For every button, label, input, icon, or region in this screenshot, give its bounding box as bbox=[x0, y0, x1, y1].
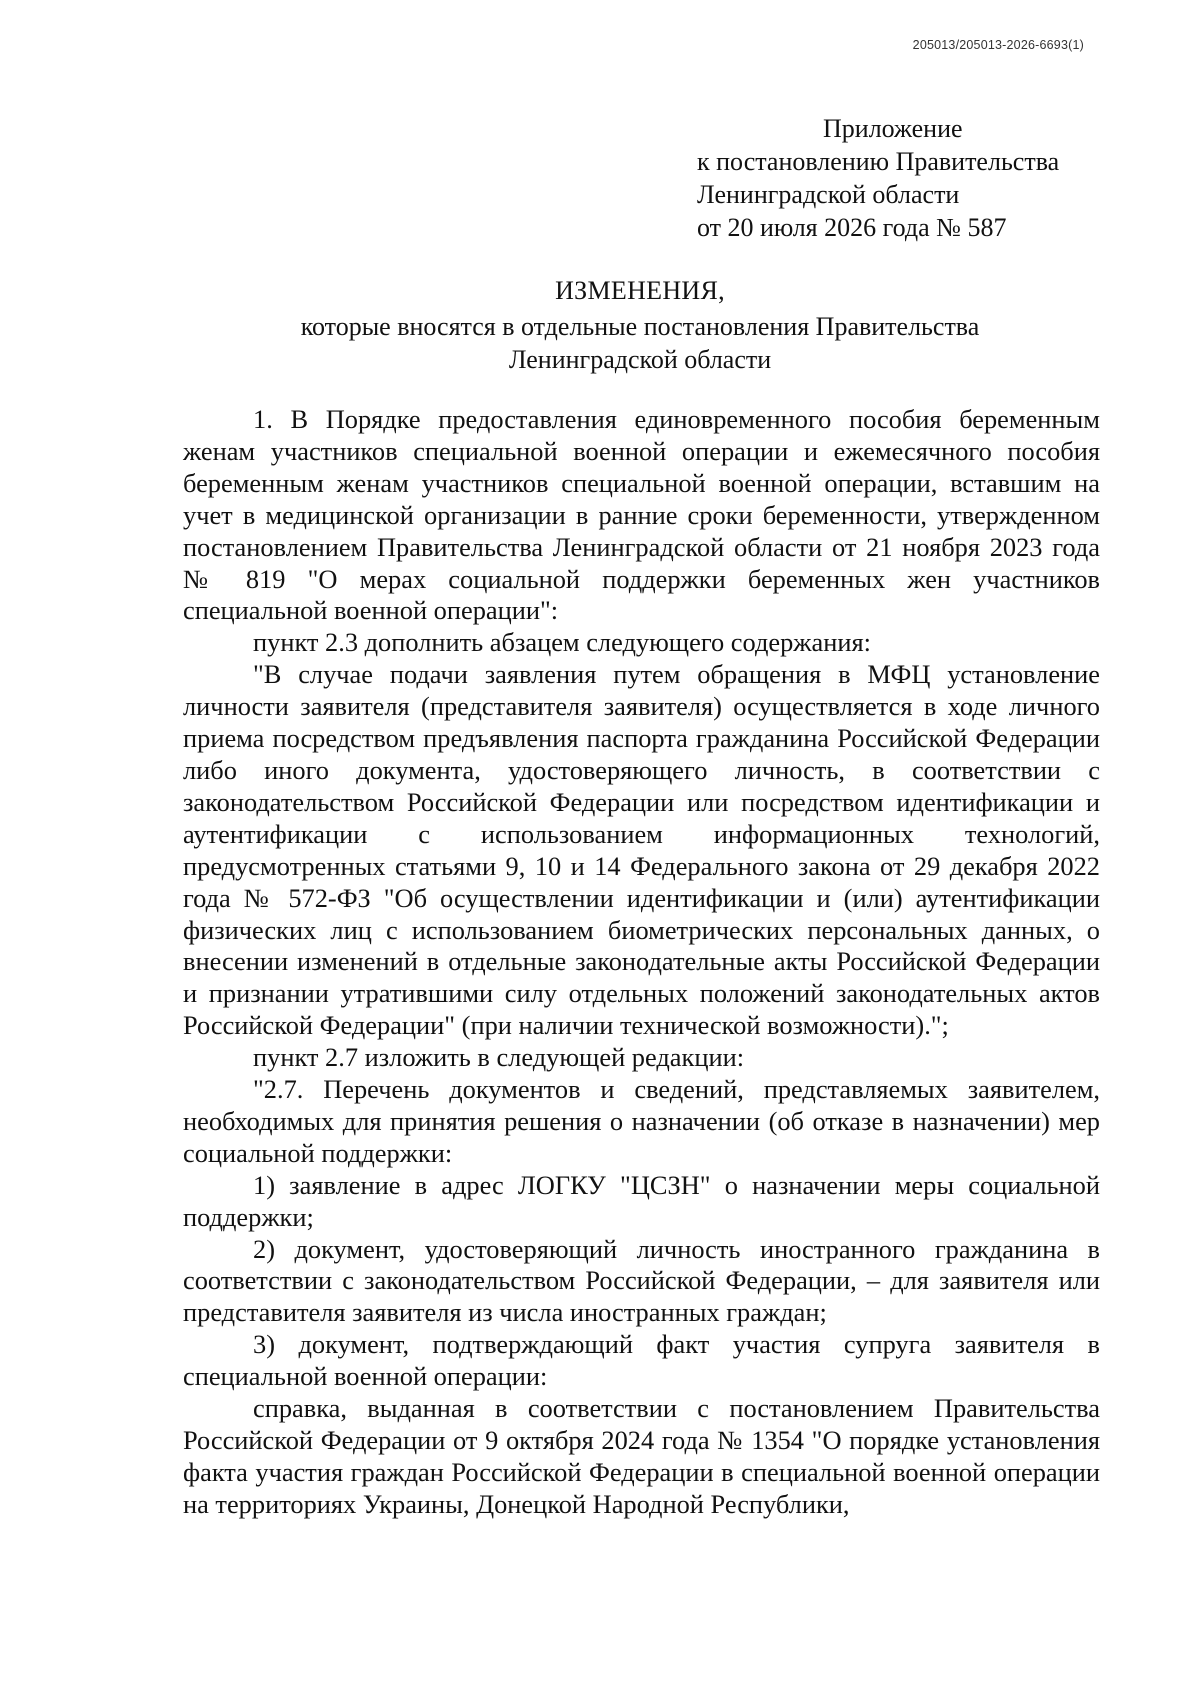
paragraph-item-1: 1. В Порядке предоставления единовременного пособия беременным женам участников специальной военной операции и ежемесячного пособия беременным женам участников специальной военной операции, вставшим на учет в медицинской организации в ранние сроки беременности, утвержденном постановлением Правительства Ленинградской области от 21 ноября 2023 года № 819 "О мерах социальной поддержки беременных жен участников специальной военной операции": bbox=[183, 404, 1100, 626]
appendix-title: Приложение bbox=[823, 114, 963, 143]
appendix-line: к постановлению Правительства bbox=[697, 147, 1060, 176]
document-body bbox=[183, 404, 1100, 1521]
heading-title: ИЗМЕНЕНИЯ, bbox=[555, 276, 725, 305]
list-item-3: 3) документ, подтверждающий факт участия супруга заявителя в специальной военной операции: bbox=[183, 1329, 1100, 1392]
paragraph-clause-2-7: пункт 2.7 изложить в следующей редакции: bbox=[253, 1042, 745, 1073]
paragraph-quoted-2-7: "2.7. Перечень документов и сведений, представляемых заявителем, необходимых для принятия решения о назначении (об отказе в назначении) мер социальной поддержки: bbox=[183, 1074, 1100, 1168]
list-item-2: 2) документ, удостоверяющий личность иностранного гражданина в соответствии с законодательством Российской Федерации, – для заявителя или представителя заявителя из числа иностранных граждан; bbox=[183, 1233, 1100, 1328]
paragraph-quoted-text: "В случае подачи заявления путем обращения в МФЦ установление личности заявителя (представителя заявителя) осуществляется в ходе личного приема посредством предъявления паспорта гражданина Российской Федерации либо иного документа, удостоверяющего личность, в соответствии с законодательством Российской Федерации или посредством идентификации и аутентификации с использованием информационных технологий, предусмотренных статьями 9, 10 и 14 Федерального закона от 29 декабря 2022 года № 572-ФЗ "Об осуществлении идентификации и (или) аутентификации физических лиц с использованием биометрических персональных данных, о внесении изменений в отдельные законодательные акты Российской Федерации и признании утратившими силу отдельных положений законодательных актов Российской Федерации" (при наличии технической возможности)."; bbox=[183, 659, 1100, 1041]
paragraph-certificate: справка, выданная в соответствии с постановлением Правительства Российской Федерации от 9 октября 2024 года № 1354 "О порядке установления факта участия граждан Российской Федерации в специальной военной операции на территориях Украины, Донецкой Народной Республики, bbox=[183, 1393, 1100, 1519]
appendix-date-number: от 20 июля 2026 года № 587 bbox=[697, 213, 1007, 242]
heading-subtitle-line: которые вносятся в отдельные постановления Правительства bbox=[300, 312, 980, 341]
appendix-block bbox=[697, 112, 1059, 244]
heading-subtitle-line: Ленинградской области bbox=[508, 345, 772, 374]
list-item-1: 1) заявление в адрес ЛОГКУ "ЦСЗН" о назначении меры социальной поддержки; bbox=[183, 1169, 1100, 1232]
document-heading bbox=[180, 274, 1100, 376]
appendix-line: Ленинградской области bbox=[697, 180, 960, 209]
paragraph-clause-2-3: пункт 2.3 дополнить абзацем следующего содержания: bbox=[253, 627, 871, 658]
document-id: 205013/205013-2026-6693(1) bbox=[912, 38, 1084, 52]
